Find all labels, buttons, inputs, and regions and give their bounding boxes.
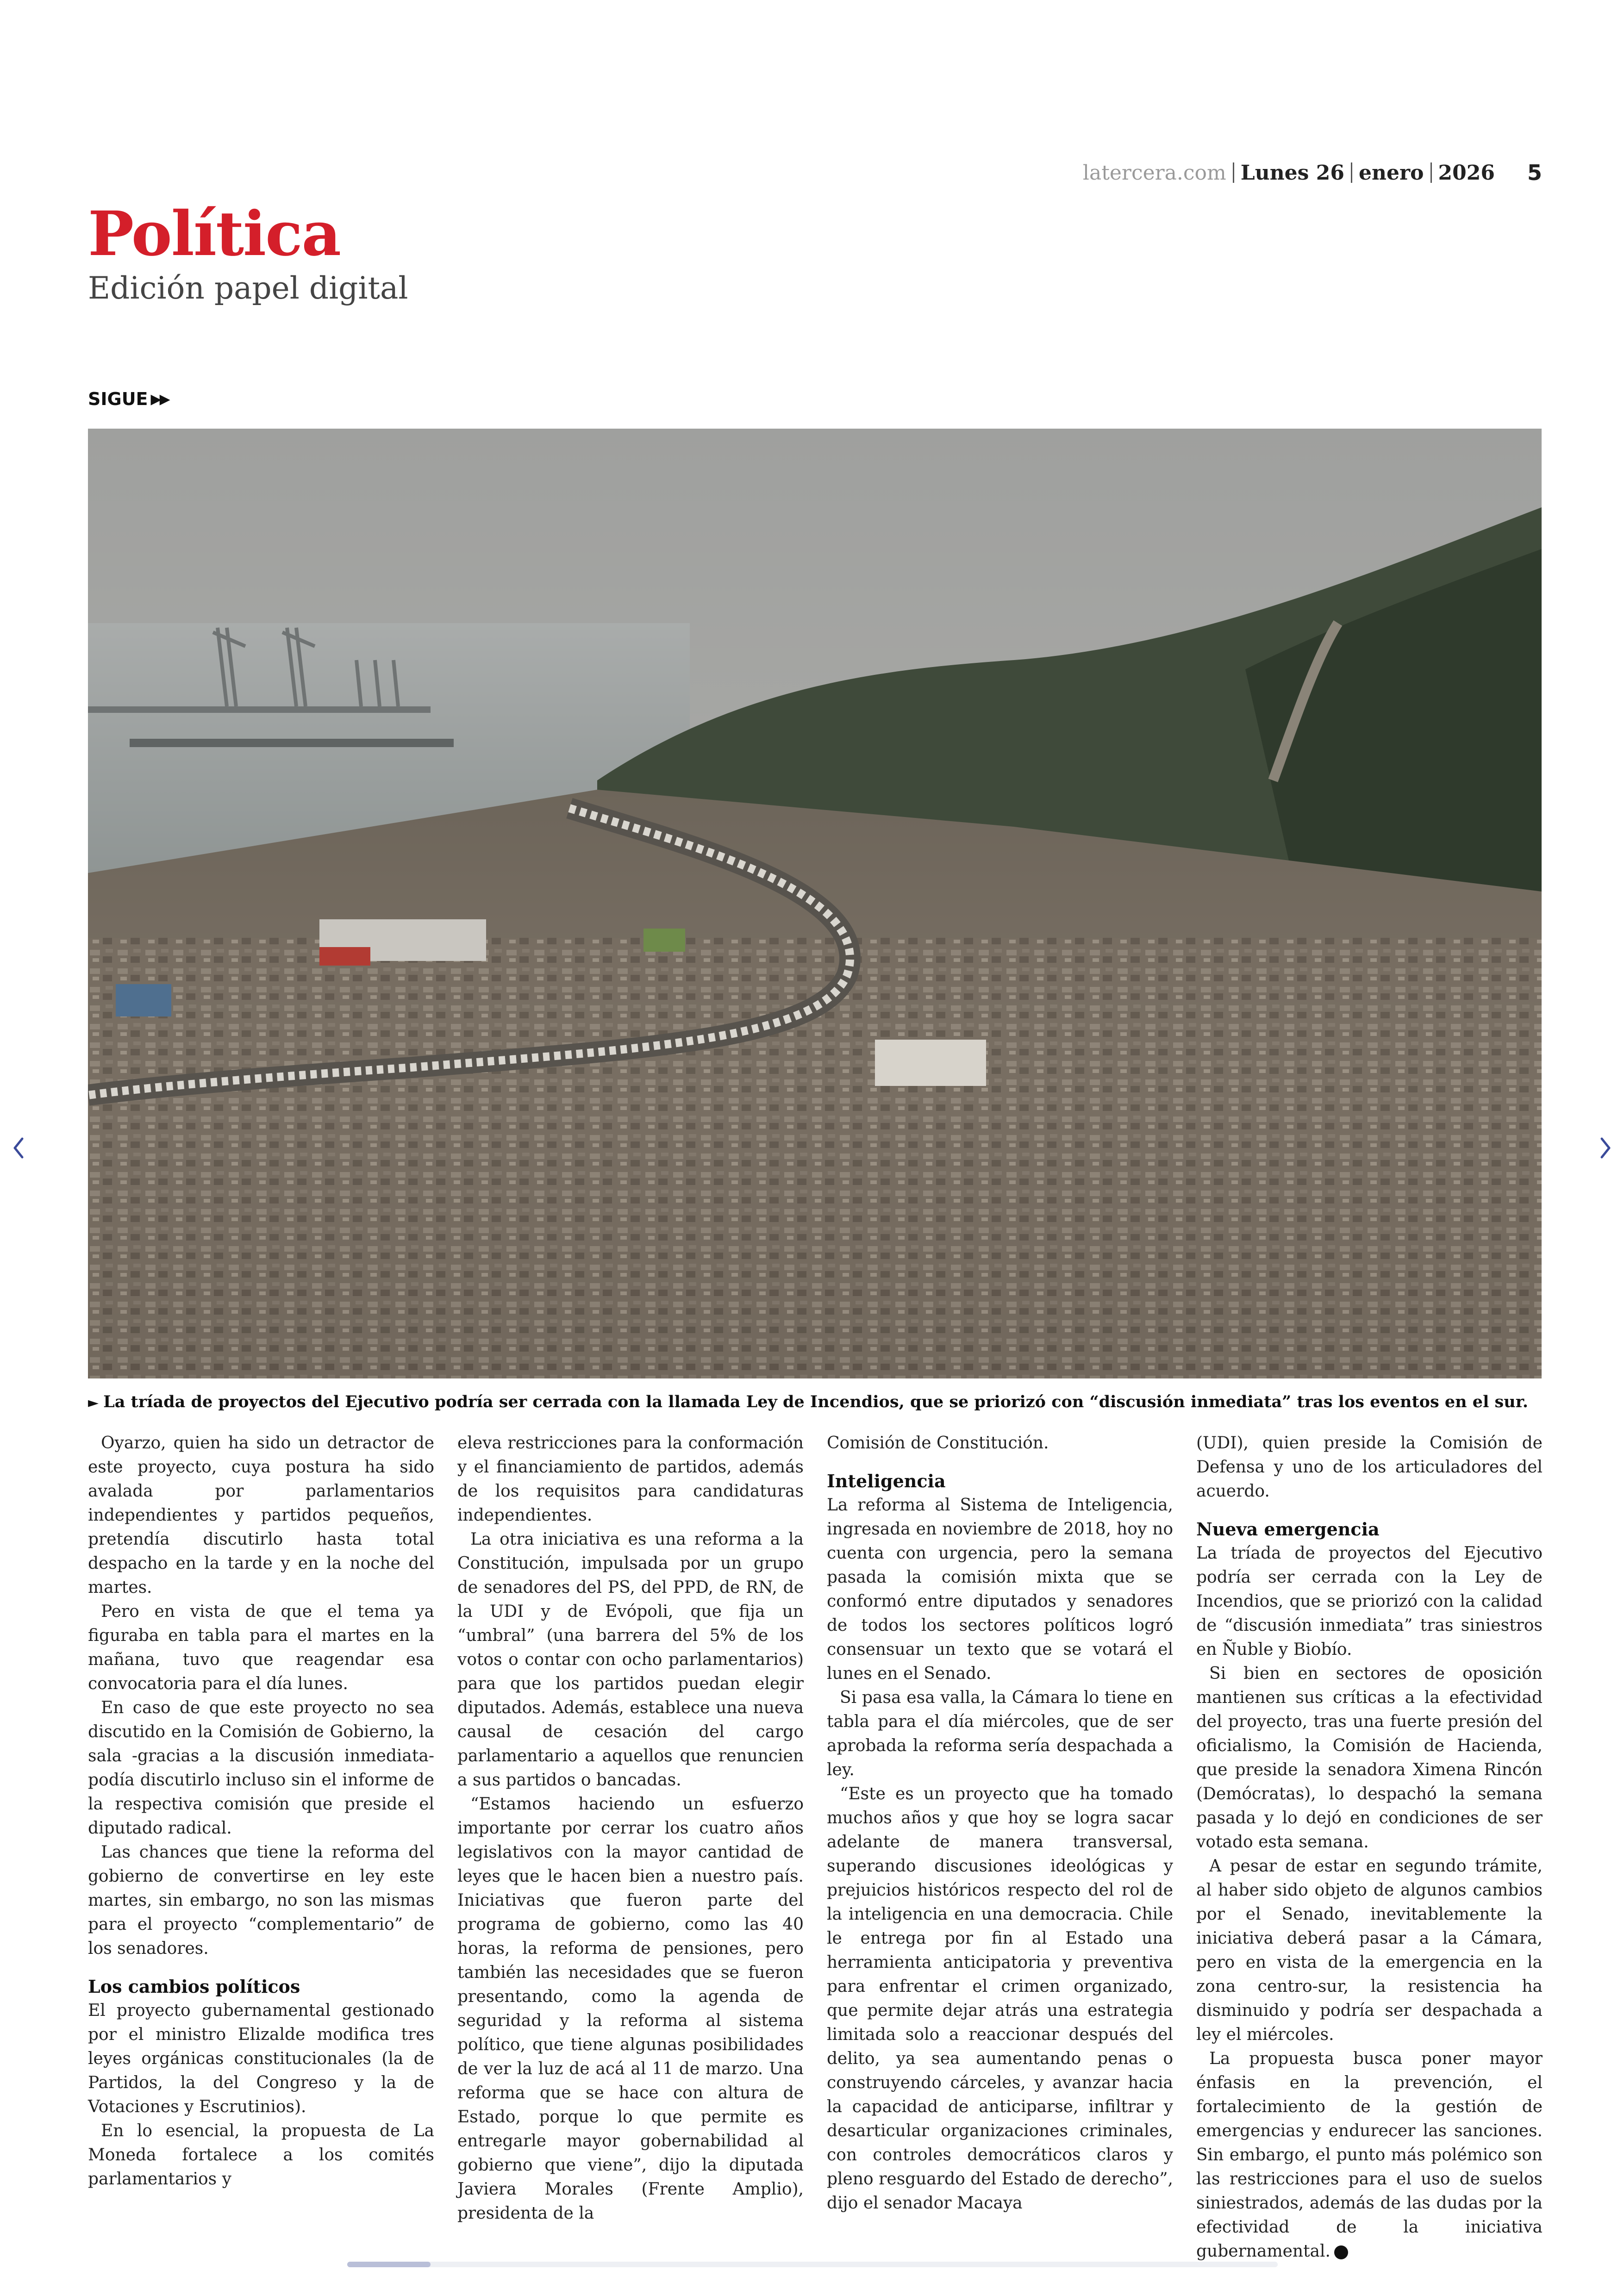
masthead-separator — [1233, 162, 1234, 183]
page-number: 5 — [1527, 160, 1542, 185]
aerial-photo-illustration — [88, 429, 1542, 1378]
end-mark-icon — [1334, 2245, 1348, 2259]
section-title: Política — [88, 198, 341, 270]
paragraph: “Este es un proyecto que ha tomado muchos años y que hoy se logra sacar adelante de manera transversal, superando discusiones ideológicas y prejuicios históricos respecto del rol de la inteligencia en una democracia. Chile le entrega por fin al Estado una herramienta anticipatoria y preventiva para enfrentar el crimen organizado, que permite dejar atrás una estrategia limitada solo a reaccionar después del delito, ya sea aumentando penas o construyendo cárceles, y avanzar hacia la capacidad de anticiparse, infiltrar y desarticular organizaciones criminales, con controles democráticos claros y pleno resguardo del Estado de derecho”, dijo el senador Macaya — [827, 1784, 1173, 2213]
article-column-3 — [827, 1431, 1173, 2215]
masthead — [1083, 160, 1542, 185]
paragraph: La tríada de proyectos del Ejecutivo podría ser cerrada con la Ley de Incendios, que se priorizó con la calidad de “discusión inmediata” tras siniestros en Ñuble y Biobío. — [1196, 1544, 1543, 1659]
kicker-label: SIGUE — [88, 389, 148, 409]
article-column-1 — [88, 1431, 434, 2191]
scrollbar-thumb[interactable] — [347, 2262, 431, 2267]
paragraph: (UDI), quien preside la Comisión de Defensa y uno de los articuladores del acuerdo. — [1196, 1434, 1543, 1501]
masthead-day: Lunes 26 — [1240, 161, 1344, 185]
paragraph: Si pasa esa valla, la Cámara lo tiene en tabla para el día miércoles, que de ser aprobada la reforma sería despachada a ley. — [827, 1688, 1173, 1779]
paragraph-text: La propuesta busca poner mayor énfasis en la prevención, el fortalecimiento de la gestión de emergencias y endurecer las sanciones. Sin embargo, el punto más polémico son las restricciones para el uso de suelos siniestrados, además de las dudas por la efectividad de la iniciativa gubernamental. — [1196, 2049, 1543, 2261]
paragraph: El proyecto gubernamental gestionado por el ministro Elizalde modifica tres leyes orgánicas constitucionales (la de Partidos, la del Congreso y la de Votaciones y Escrutinios). — [88, 2001, 434, 2116]
article-column-4 — [1196, 1431, 1543, 2264]
section-subtitle: Edición papel digital — [88, 270, 408, 306]
subheading-cambios-politicos: Los cambios políticos — [88, 1976, 300, 1997]
chevron-right-icon — [1596, 1134, 1615, 1162]
page-scrollbar[interactable] — [347, 2262, 1278, 2267]
paragraph: Si bien en sectores de oposición mantienen sus críticas a la efectividad del proyecto, tras una fuerte presión del oficialismo, la Comisión de Hacienda, que preside la senadora Ximena Rincón (Demócratas), lo despachó la semana pasada y lo dejó en condiciones de ser votado esta semana. — [1196, 1664, 1543, 1852]
kicker — [88, 389, 169, 409]
paragraph: A pesar de estar en segundo trámite, al haber sido objeto de algunos cambios por el Senado, inevitablemente la iniciativa deberá pasar a la Cámara, pero en vista de la emergencia en la zona centro-sur, la resistencia ha disminuido y podría ser despachada a ley el miércoles. — [1196, 1857, 1543, 2044]
paragraph: La otra iniciativa es una reforma a la Constitución, impulsada por un grupo de senadores del PS, del PPD, de RN, de la UDI y de Evópoli, que fija un “umbral” (una barrera del 5% de los votos o contar con ocho parlamentarios) para que los partidos puedan elegir diputados. Además, establece una nueva causal de cesación del cargo parlamentario a aquellos que renuncien a sus partidos o bancadas. — [457, 1530, 804, 1790]
masthead-separator — [1351, 162, 1352, 183]
paragraph: Pero en vista de que el tema ya figuraba en tabla para el martes en la mañana, tuvo que reagendar esa convocatoria para el día lunes. — [88, 1602, 434, 1693]
paragraph: Comisión de Constitución. — [827, 1434, 1049, 1453]
masthead-year: 2026 — [1438, 161, 1495, 185]
paragraph: Oyarzo, quien ha sido un detractor de este proyecto, cuya postura ha sido avalada por parlamentarios independientes y partidos pequeños, pretendía discutirlo hasta total despacho en la tarde y en la noche del martes. — [88, 1434, 434, 1597]
previous-page-button[interactable] — [5, 1129, 32, 1166]
caption-text: La tríada de proyectos del Ejecutivo podría ser cerrada con la llamada Ley de Incendios, que se priorizó con “discusión inmediata” tras los eventos en el sur. — [103, 1392, 1529, 1411]
paragraph-final — [1196, 2047, 1543, 2264]
site-name: latercera.com — [1082, 161, 1226, 185]
paragraph: “Estamos haciendo un esfuerzo importante por cerrar los cuatro años legislativos con la mayor cantidad de leyes que le hacen bien a nuestro país. Iniciativas que fueron parte del programa de gobierno, como las 40 horas, la reforma de pensiones, pero también las necesidades que se fueron presentando, como la agenda de seguridad y la reforma al sistema político, que tiene algunas posibilidades de ver la luz de acá al 11 de marzo. Una reforma que se hace con altura de Estado, porque lo que permite es entregarle mayor gobernabilidad al gobierno que viene”, dijo la diputada Javiera Morales (Frente Amplio), presidenta de la — [457, 1795, 804, 2223]
article-column-2 — [457, 1431, 804, 2226]
chevron-left-icon — [9, 1134, 28, 1162]
masthead-month: enero — [1359, 161, 1424, 185]
paragraph: Las chances que tiene la reforma del gobierno de convertirse en ley este martes, sin embargo, no son las mismas para el proyecto “complementario” de los senadores. — [88, 1843, 434, 1958]
paragraph: En lo esencial, la propuesta de La Moneda fortalece a los comités parlamentarios y — [88, 2121, 434, 2189]
subheading-nueva-emergencia: Nueva emergencia — [1196, 1519, 1380, 1540]
triangle-marker-icon: ► — [88, 1395, 99, 1411]
masthead-separator — [1430, 162, 1432, 183]
paragraph: eleva restricciones para la conformación y el financiamiento de partidos, además de los requisitos para candidaturas independientes. — [457, 1434, 804, 1525]
paragraph: La reforma al Sistema de Inteligencia, ingresada en noviembre de 2018, hoy no cuenta con urgencia, pero la semana pasada la comisión mixta que se conformó entre diputados y senadores de todos los sectores políticos logró consensuar un texto que se votará el lunes en el Senado. — [827, 1496, 1173, 1683]
photo-caption — [88, 1392, 1542, 1411]
subheading-inteligencia: Inteligencia — [827, 1471, 946, 1491]
lead-photo — [88, 429, 1542, 1378]
paragraph: En caso de que este proyecto no sea discutido en la Comisión de Gobierno, la sala -gracias a la discusión inmediata- podía discutirlo incluso sin el informe de la respectiva comisión que preside el diputado radical. — [88, 1698, 434, 1838]
next-page-button[interactable] — [1592, 1129, 1619, 1166]
double-arrow-icon: ▶▶ — [150, 391, 169, 407]
